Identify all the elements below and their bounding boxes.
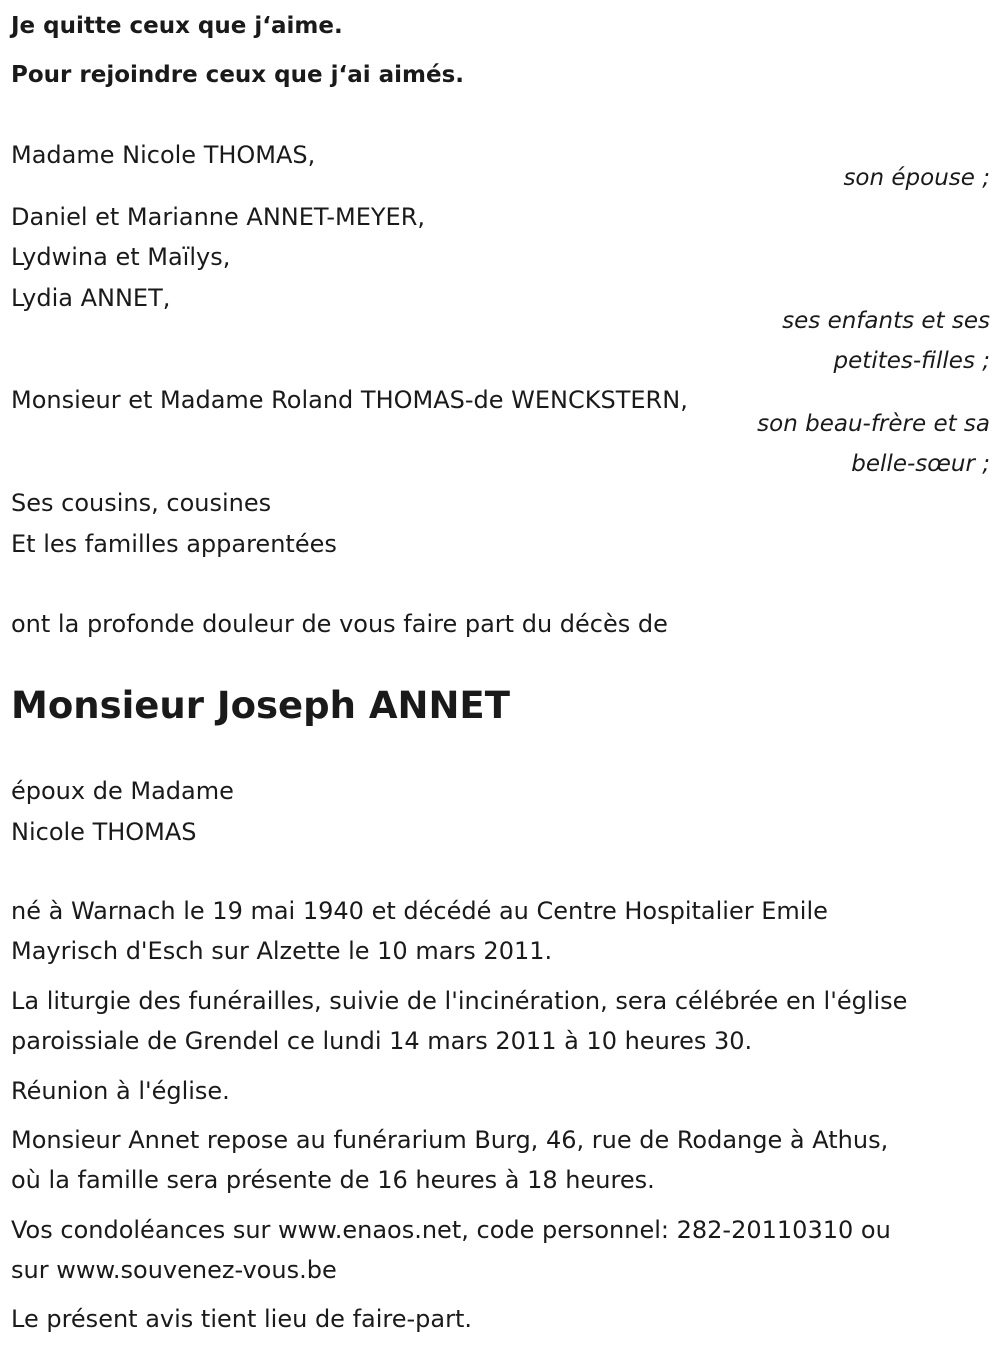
deceased-spouse-line-1: époux de Madame xyxy=(11,777,234,805)
children-role-line-2: petites-filles ; xyxy=(833,348,990,374)
deceased-spouse-line-2: Nicole THOMAS xyxy=(11,818,197,846)
condolences-line-2: sur www.souvenez-vous.be xyxy=(11,1256,337,1284)
quote-line-1: Je quitte ceux que j‘aime. xyxy=(11,13,343,39)
deceased-name: Monsieur Joseph ANNET xyxy=(11,684,510,727)
children-role-line-1: ses enfants et ses xyxy=(782,308,990,334)
condolences-line-1: Vos condoléances sur www.enaos.net, code personnel: 282-20110310 ou xyxy=(11,1216,891,1244)
announcement-text: ont la profonde douleur de vous faire part du décès de xyxy=(11,610,668,638)
other-relatives: Ses cousins, cousines xyxy=(11,489,272,517)
rest-line-1: Monsieur Annet repose au funérarium Burg, 46, rue de Rodange à Athus, xyxy=(11,1126,889,1154)
spouse-role: son épouse ; xyxy=(843,165,990,191)
birth-death-line-1: né à Warnach le 19 mai 1940 et décédé au Centre Hospitalier Emile xyxy=(11,897,828,925)
child-entry: Daniel et Marianne ANNET-MEYER, xyxy=(11,203,426,231)
inlaws-name: Monsieur et Madame Roland THOMAS-de WENCKSTERN, xyxy=(11,386,688,414)
other-relatives: Et les familles apparentées xyxy=(11,530,337,558)
liturgy-line-1: La liturgie des funérailles, suivie de l'incinération, sera célébrée en l'église xyxy=(11,987,908,1015)
liturgy-line-2: paroissiale de Grendel ce lundi 14 mars 2011 à 10 heures 30. xyxy=(11,1027,753,1055)
spouse-name: Madame Nicole THOMAS, xyxy=(11,141,316,169)
birth-death-line-2: Mayrisch d'Esch sur Alzette le 10 mars 2011. xyxy=(11,937,553,965)
meeting-text: Réunion à l'église. xyxy=(11,1077,230,1105)
inlaws-role-line-2: belle-sœur ; xyxy=(851,451,990,477)
inlaws-role-line-1: son beau-frère et sa xyxy=(757,411,990,437)
quote-line-2: Pour rejoindre ceux que j‘ai aimés. xyxy=(11,62,465,88)
child-entry: Lydia ANNET, xyxy=(11,284,171,312)
rest-line-2: où la famille sera présente de 16 heures à 18 heures. xyxy=(11,1166,655,1194)
child-entry: Lydwina et Maïlys, xyxy=(11,243,231,271)
notice-text: Le présent avis tient lieu de faire-part. xyxy=(11,1305,473,1333)
